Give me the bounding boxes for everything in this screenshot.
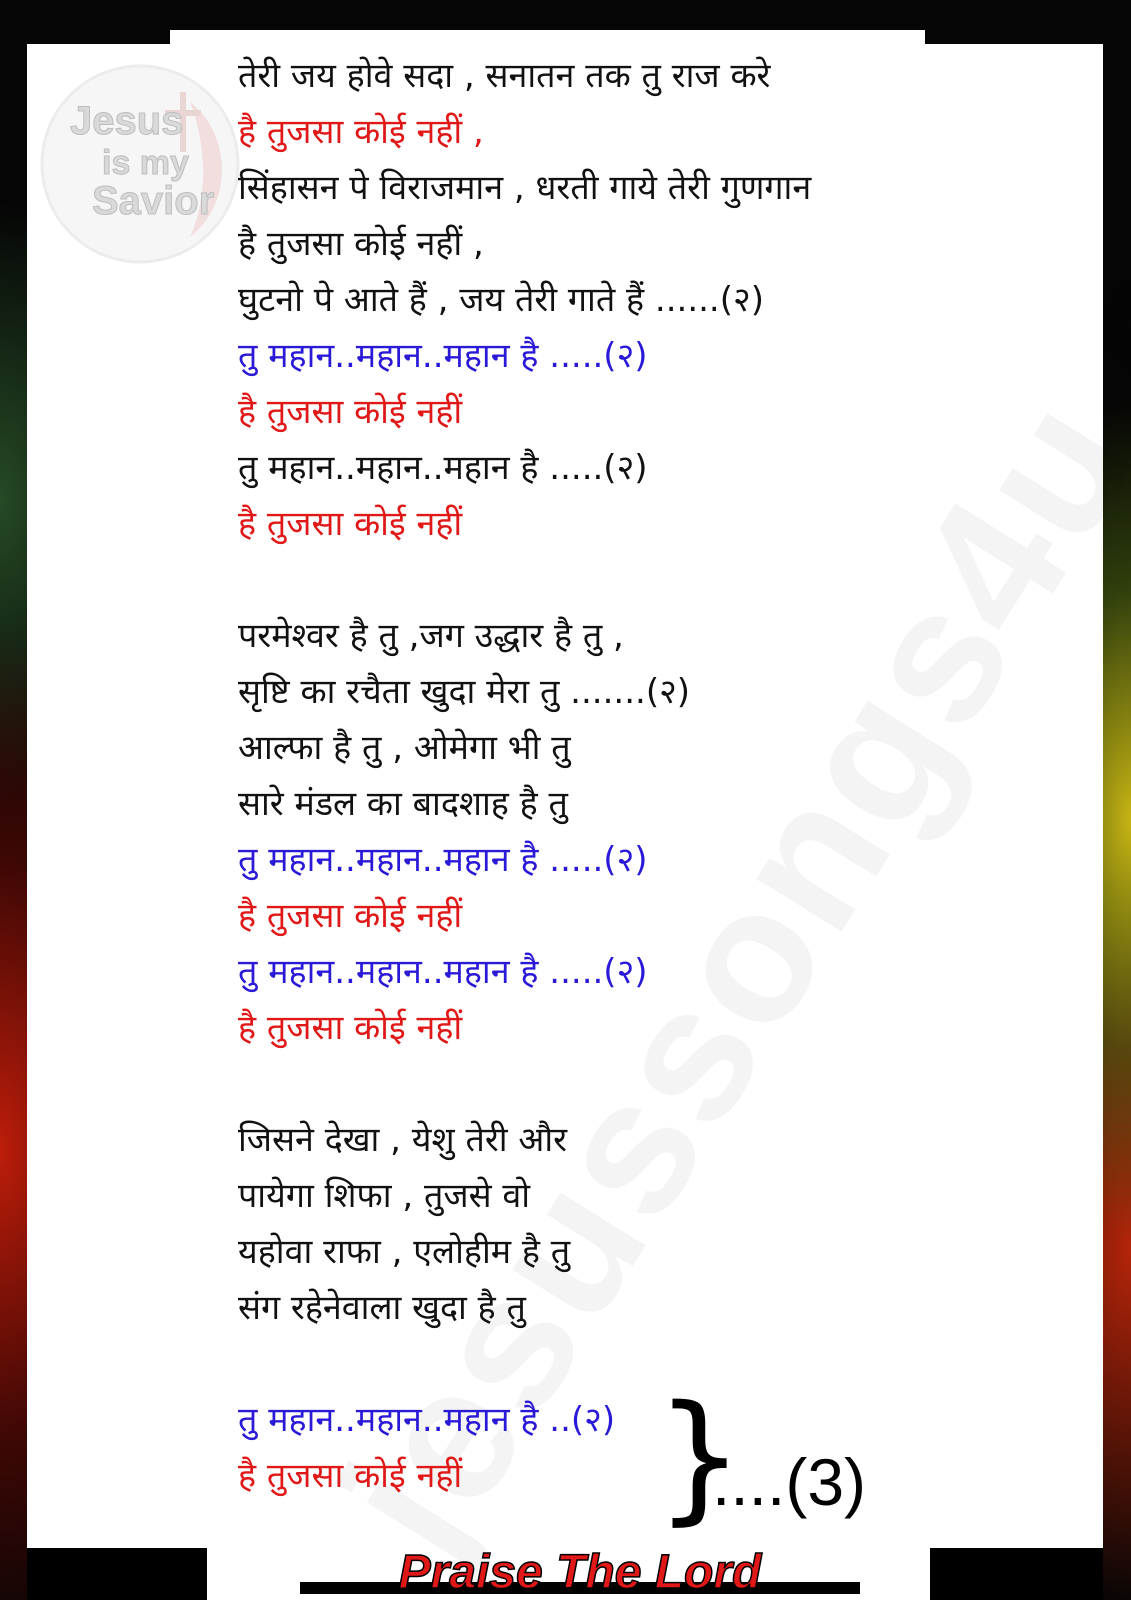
lyric-line: है तुजसा कोई नहीं ,: [238, 224, 484, 264]
jesus-is-my-savior-logo: [40, 62, 245, 267]
lyric-line: यहोवा राफा , एलोहीम है तु: [238, 1232, 571, 1272]
logo-line-1: Jesus: [70, 99, 184, 143]
lyric-line: है तुजसा कोई नहीं: [238, 1008, 463, 1048]
logo-line-3: Savior: [92, 179, 215, 223]
lyric-line: तु महान..महान..महान है .....(२): [238, 840, 648, 880]
lyric-line: है तुजसा कोई नहीं: [238, 504, 463, 544]
stanza-gap: [238, 552, 938, 608]
lyric-line: पायेगा शिफा , तुजसे वो: [238, 1176, 531, 1216]
lyric-line: तु महान..महान..महान है .....(२): [238, 952, 648, 992]
lyric-line: परमेश्वर है तु ,जग उद्धार है तु ,: [238, 616, 624, 656]
lyrics-body: [238, 48, 938, 1504]
lyric-line: तेरी जय होवे सदा , सनातन तक तु राज करे: [238, 56, 771, 96]
lyric-line: है तुजसा कोई नहीं: [238, 1456, 463, 1496]
lyric-line: सिंहासन पे विराजमान , धरती गाये तेरी गुणगान: [238, 168, 812, 208]
logo-line-2: is my: [102, 144, 189, 182]
chorus-brace: }: [655, 1376, 745, 1539]
lyric-line: सारे मंडल का बादशाह है तु: [238, 784, 568, 824]
lyric-line: जिसने देखा , येशु तेरी और: [238, 1120, 568, 1160]
lyric-line: तु महान..महान..महान है .....(२): [238, 336, 648, 376]
lyric-line: संग रहेनेवाला खुदा है तु: [238, 1288, 526, 1328]
lyric-line: घुटनो पे आते हैं , जय तेरी गाते हैं ......(२): [238, 280, 764, 320]
lyric-line: तु महान..महान..महान है ..(२): [238, 1400, 616, 1440]
lyric-line: तु महान..महान..महान है .....(२): [238, 448, 648, 488]
lyric-line: है तुजसा कोई नहीं: [238, 896, 463, 936]
stanza-gap: [238, 1336, 938, 1392]
lyric-line: आल्फा है तु , ओमेगा भी तु: [238, 728, 571, 768]
footer: [300, 1546, 860, 1600]
lyric-line: सृष्टि का रचैता खुदा मेरा तु .......(२): [238, 672, 691, 712]
bottom-bar-left: [27, 1548, 207, 1600]
lyric-line: है तुजसा कोई नहीं: [238, 392, 463, 432]
lyric-line: है तुजसा कोई नहीं ,: [238, 112, 484, 152]
sheet-top-edge: [170, 30, 925, 50]
stanza-gap: [238, 1056, 938, 1112]
bottom-bar-right: [930, 1548, 1103, 1600]
footer-praise-text: Praise The Lord: [398, 1546, 762, 1599]
chorus-repeat-count: ....(3): [712, 1445, 867, 1519]
